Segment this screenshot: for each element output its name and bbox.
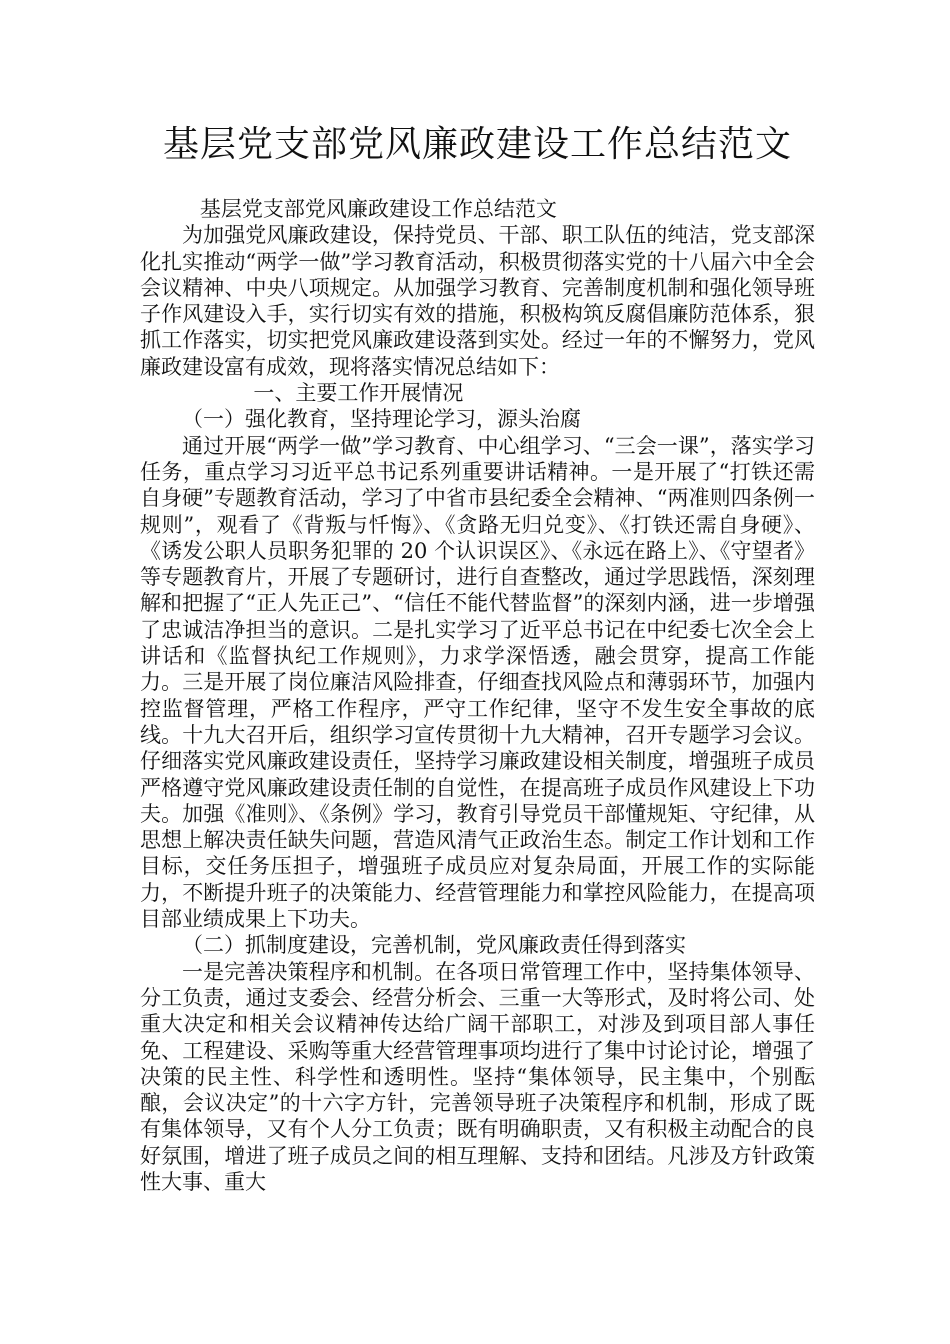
intro-paragraph: 为加强党风廉政建设，保持党员、干部、职工队伍的纯洁，党支部深化扎实推动“两学一做”学习教育活动，积极贯彻落实党的十八届六中全会会议精神、中央八项规定。从加强学习教育、完善制度机制和强化领导班子作风建设入手，实行切实有效的措施，积极构筑反腐倡廉防范体系，狠抓工作落实，切实把党风廉政建设落到实处。经过一年的不懈努力，党风廉政建设富有成效，现将落实情况总结如下： [140, 223, 815, 379]
section-heading-main-work: 一、主要工作开展情况 [253, 381, 464, 406]
education-paragraph: 通过开展“两学一做”学习教育、中心组学习、“三会一课”，落实学习任务，重点学习习近平总书记系列重要讲话精神。一是开展了“打铁还需自身硬”专题教育活动，学习了中省市县纪委全会精神、“两准则四条例一规则”，观看了《背叛与忏悔》、《贪路无归兑变》、《打铁还需自身硬》、《诱发公职人员职务犯罪的 20 个认识误区》、《永远在路上》、《守望者》等专题教育片，开展了专题研讨，进行自查整改，通过学思践悟，深刻理解和把握了“正人先正己”、“信任不能代替监督”的深刻内涵，进一步增强了忠诚洁净担当的意识。二是扎实学习了近平总书记在中纪委七次全会上讲话和《监督执纪工作规则》，力求学深悟透，融会贯穿，提高工作能力。三是开展了岗位廉洁风险排查，仔细查找风险点和薄弱环节，加强内控监督管理，严格工作程序，严守工作纪律，坚守不发生安全事故的底线。十九大召开后，组织学习宣传贯彻十九大精神，召开专题学习会议。仔细落实党风廉政建设责任，坚持学习廉政建设相关制度，增强班子成员严格遵守党风廉政建设责任制的自觉性，在提高班子成员作风建设上下功夫。加强《准则》、《条例》学习，教育引导党员干部懂规矩、守纪律，从思想上解决责任缺失问题，营造风清气正政治生态。制定工作计划和工作目标，交任务压担子，增强班子成员应对复杂局面，开展工作的实际能力，不断提升班子的决策能力、经营管理能力和掌控风险能力，在提高项目部业绩成果上下功夫。 [140, 433, 815, 932]
document-subtitle: 基层党支部党风廉政建设工作总结范文 [199, 197, 557, 221]
subsection-heading-education: （一）强化教育，坚持理论学习，源头治腐 [182, 407, 581, 432]
document-title: 基层党支部党风廉政建设工作总结范文 [162, 124, 792, 165]
document-page [140, 120, 815, 1195]
subsection-heading-system: （二）抓制度建设，完善机制，党风廉政责任得到落实 [182, 933, 686, 958]
system-paragraph: 一是完善决策程序和机制。在各项日常管理工作中，坚持集体领导、分工负责，通过支委会、经营分析会、三重一大等形式，及时将公司、处重大决定和相关会议精神传达给广阔干部职工，对涉及到项目部人事任免、工程建设、采购等重大经营管理事项均进行了集中讨论讨论，增强了决策的民主性、科学性和透明性。坚持“集体领导，民主集中，个别酝酿，会议决定”的十六字方针，完善领导班子决策程序和机制，形成了既有集体领导，又有个人分工负责；既有明确职责，又有积极主动配合的良好氛围，增进了班子成员之间的相互理解、支持和团结。凡涉及方针政策性大事、重大 [140, 959, 815, 1194]
